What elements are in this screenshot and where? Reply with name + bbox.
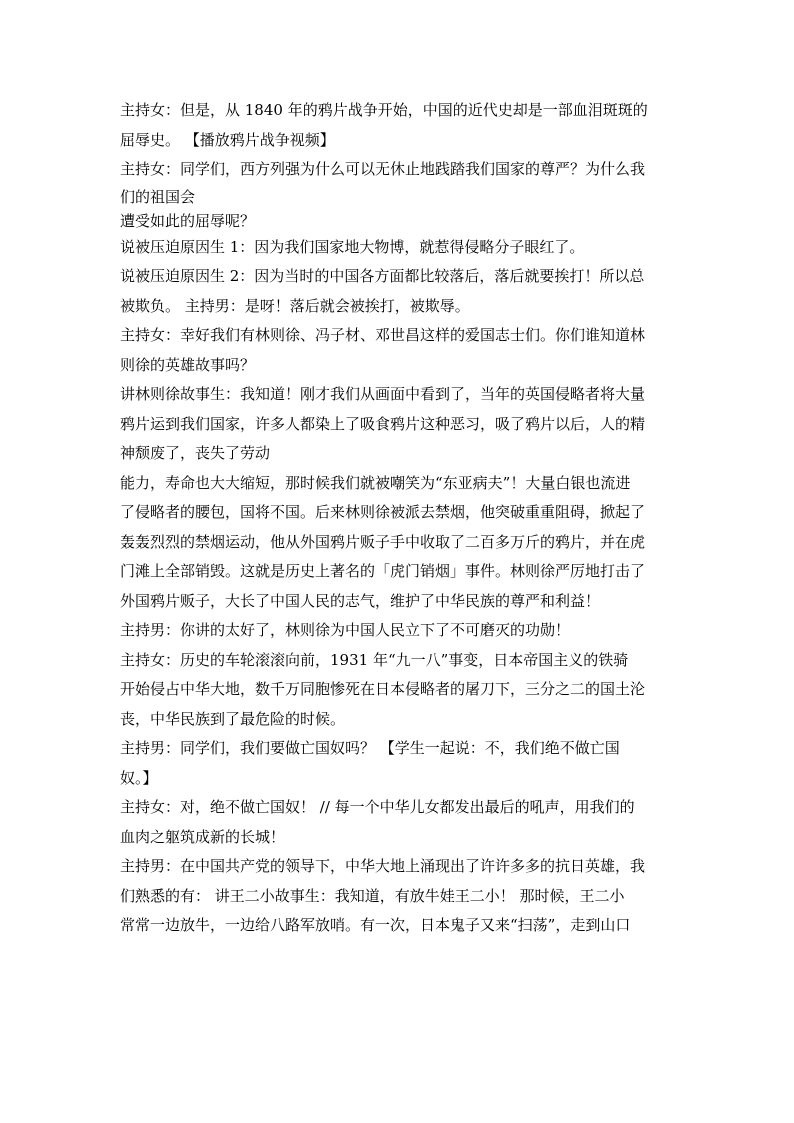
text-line: 主持女：幸好我们有林则徐、冯子材、邓世昌这样的爱国志士们。你们谁知道林 [120, 326, 646, 344]
text-line: 丧，中华民族到了最危险的时候。 [120, 709, 346, 728]
text-line: 鸦片运到我们国家，许多人都染上了吸食鸦片这种恶习，吸了鸦片以后，人的精 [120, 414, 646, 433]
text-line: 主持男：你讲的太好了，林则徐为中国人民立下了不可磨灭的功勋！ [120, 621, 571, 639]
text-line: 常常一边放牛，一边给八路军放哨。有一次，日本鬼子又来“扫荡”，走到山口 [120, 916, 631, 934]
text-line: 主持女：对，绝不做亡国奴！ // 每一个中华儿女都发出最后的吼声，用我们的 [120, 798, 635, 816]
text-line: 被欺负。 主持男：是呀！落后就会被挨打，被欺辱。 [120, 296, 470, 315]
text-line: 轰轰烈烈的禁烟运动，他从外国鸦片贩子手中收取了二百多万斤的鸦片，并在虎 [120, 532, 646, 551]
text-line: 主持男：同学们，我们要做亡国奴吗？ 【学生一起说：不，我们绝不做亡国 [120, 739, 620, 757]
text-line: 们熟悉的有： 讲王二小故事生：我知道，有放牛娃王二小！ 那时候，王二小 [120, 886, 625, 905]
text-line: 说被压迫原因生 2：因为当时的中国各方面都比较落后，落后就要挨打！所以总 [120, 267, 645, 285]
text-line: 门滩上全部销毁。这就是历史上著名的「虎门销烟」事件。林则徐严厉地打击了 [120, 562, 646, 580]
text-line: 开始侵占中华大地，数千万同胞惨死在日本侵略者的屠刀下，三分之二的国土沦 [120, 680, 646, 698]
text-line: 们的祖国会 [120, 187, 196, 206]
text-line: 主持女：历史的车轮滚滚向前，1931 年“九一八”事变，日本帝国主义的铁骑 [120, 650, 629, 669]
text-line: 主持男：在中国共产党的领导下，中华大地上涌现出了许许多多的抗日英雄，我 [120, 857, 646, 875]
text-line: 了侵略者的腰包，国将不国。后来林则徐被派去禁烟，他突破重重阻碍，掀起了 [120, 503, 646, 521]
text-line: 屈辱史。 【播放鸦片战争视频】 [120, 130, 335, 149]
text-line: 能力，寿命也大大缩短，那时候我们就被嘲笑为“东亚病夫”！大量白银也流进 [120, 473, 631, 492]
text-line: 主持女：同学们，西方列强为什么可以无休止地践踏我们国家的尊严？为什么我 [120, 160, 646, 178]
text-line: 血肉之躯筑成新的长城！ [120, 827, 286, 846]
text-line: 则徐的英雄故事吗？ [120, 355, 256, 374]
text-line: 奴。】 [120, 768, 158, 787]
text-line: 主持女：但是，从 1840 年的鸦片战争开始，中国的近代史却是一部血泪斑斑的 [120, 101, 648, 119]
text-line: 讲林则徐故事生：我知道！刚才我们从画面中看到了，当年的英国侵略者将大量 [120, 385, 646, 403]
text-line: 神颓废了，丧失了劳动 [120, 444, 271, 462]
document-page [120, 96, 680, 941]
text-line: 说被压迫原因生 1：因为我们国家地大物博，就惹得侵略分子眼红了。 [120, 237, 585, 256]
text-line: 遭受如此的屈辱呢？ [120, 211, 256, 230]
text-line: 外国鸦片贩子，大长了中国人民的志气，维护了中华民族的尊严和利益！ [120, 591, 601, 610]
